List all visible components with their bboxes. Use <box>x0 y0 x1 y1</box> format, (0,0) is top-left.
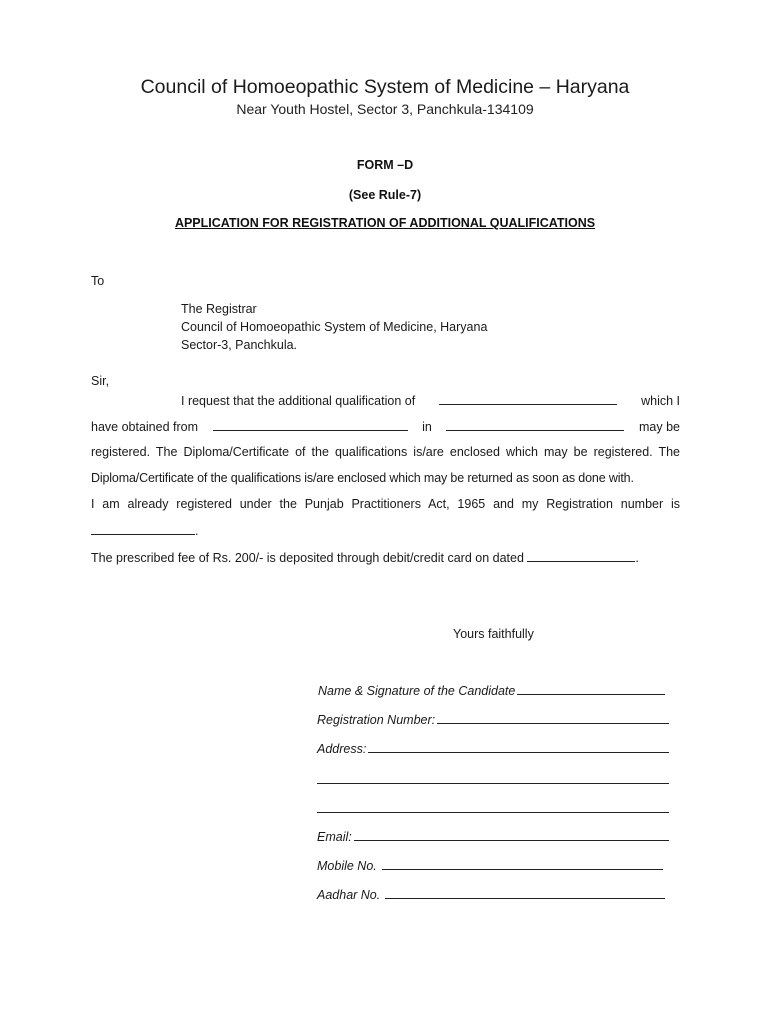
address-blank-3[interactable] <box>317 812 669 813</box>
aadhar-field[interactable] <box>317 887 665 902</box>
council-address: Near Youth Hostel, Sector 3, Panchkula-134109 <box>236 101 534 117</box>
institution-blank[interactable] <box>213 419 408 431</box>
p1-text: I request that the additional qualification of <box>181 394 416 408</box>
mobile-field[interactable] <box>317 858 663 873</box>
registration-number-label: Registration Number: <box>317 713 436 727</box>
email-label: Email: <box>317 830 352 844</box>
email-blank[interactable] <box>354 829 669 841</box>
fee-line <box>91 550 639 565</box>
addressee-line-3: Sector-3, Panchkula. <box>181 338 298 352</box>
fee-date-blank[interactable] <box>527 550 635 562</box>
fee-text: The prescribed fee of Rs. 200/- is deposited through debit/credit card on dated <box>91 551 524 565</box>
year-blank[interactable] <box>446 419 624 431</box>
email-field[interactable] <box>317 829 669 844</box>
council-title: Council of Homoeopathic System of Medicine – Haryana <box>140 76 630 98</box>
address-blank-1[interactable] <box>368 741 669 753</box>
name-signature-field[interactable] <box>318 683 665 698</box>
p2-text: have obtained from <box>91 420 199 434</box>
mobile-label: Mobile No. <box>317 859 377 873</box>
rule-reference: (See Rule-7) <box>348 188 422 202</box>
p1-end: which I <box>641 394 680 408</box>
registration-number-field[interactable] <box>317 712 669 727</box>
addressee-line-2: Council of Homoeopathic System of Medicine, Haryana <box>181 320 488 334</box>
name-signature-label: Name & Signature of the Candidate <box>318 684 516 698</box>
qualification-blank[interactable] <box>439 393 617 405</box>
paragraph-line-5: I am already registered under the Punjab Practitioners Act, 1965 and my Registration number is <box>91 497 680 511</box>
salutation: Sir, <box>91 374 110 388</box>
form-number: FORM –D <box>356 158 414 172</box>
fee-end: . <box>635 551 639 565</box>
addressee-line-1: The Registrar <box>181 302 257 316</box>
address-field[interactable] <box>317 741 669 756</box>
p6-end: . <box>195 524 199 538</box>
paragraph-line-4: Diploma/Certificate of the qualifications is/are enclosed which may be returned as soon as done with. <box>91 471 634 485</box>
registration-number-field-blank[interactable] <box>437 712 669 724</box>
name-signature-blank[interactable] <box>517 683 665 695</box>
p2-in: in <box>422 420 432 434</box>
addressee-to: To <box>91 274 105 288</box>
paragraph-line-3: registered. The Diploma/Certificate of the qualifications is/are enclosed which may be registered. The <box>91 445 680 459</box>
aadhar-label: Aadhar No. <box>317 888 381 902</box>
paragraph-line-1 <box>181 393 680 408</box>
registration-number-blank[interactable] <box>91 523 195 535</box>
paragraph-line-6 <box>91 523 198 538</box>
form-heading: APPLICATION FOR REGISTRATION OF ADDITIONAL QUALIFICATIONS <box>174 216 596 230</box>
paragraph-line-2 <box>91 419 680 434</box>
yours-faithfully: Yours faithfully <box>453 627 534 641</box>
aadhar-blank[interactable] <box>385 887 665 899</box>
mobile-blank[interactable] <box>382 858 663 870</box>
p2-end: may be <box>639 420 680 434</box>
address-label: Address: <box>317 742 367 756</box>
address-blank-2[interactable] <box>317 783 669 784</box>
